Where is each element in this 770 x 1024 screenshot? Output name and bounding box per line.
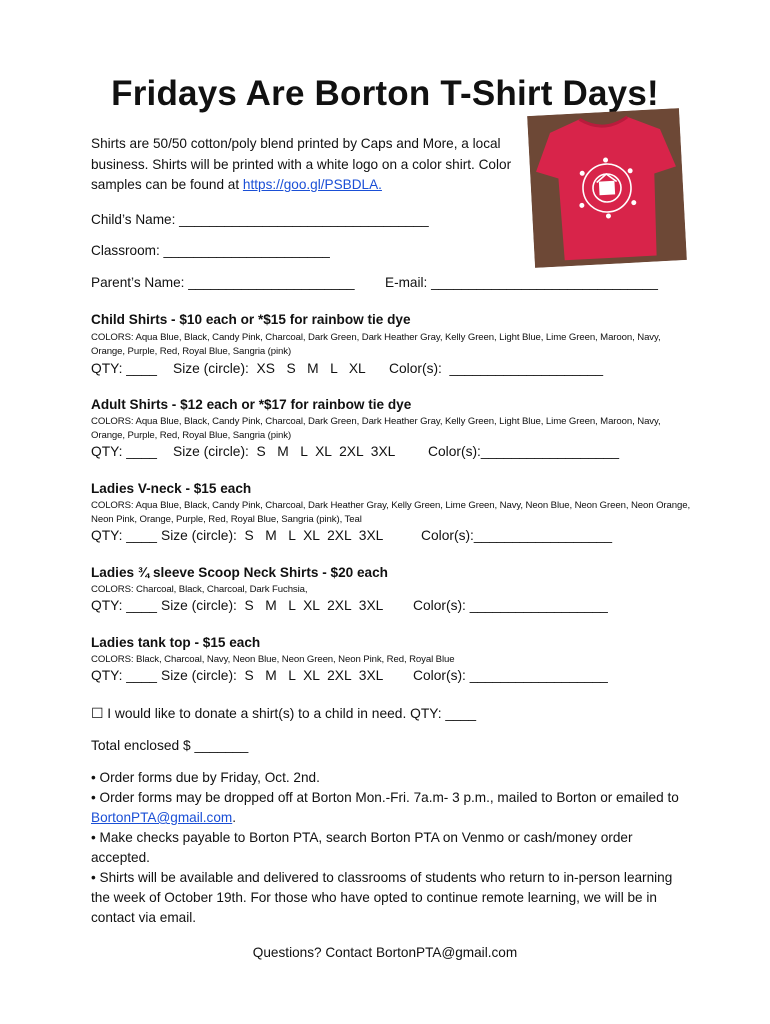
section-title: Ladies ¾ sleeve Scoop Neck Shirts - $20 each xyxy=(91,565,388,580)
size-options[interactable]: Size (circle): S M L XL 2XL 3XL xyxy=(161,528,384,543)
qty-field[interactable]: QTY: ____ xyxy=(91,361,157,376)
section-order-line xyxy=(91,668,608,683)
qty-field[interactable]: QTY: ____ xyxy=(91,598,157,613)
qty-field[interactable]: QTY: ____ xyxy=(91,528,157,543)
note-dropoff xyxy=(91,788,691,828)
note-due-date: • Order forms due by Friday, Oct. 2nd. xyxy=(91,770,320,785)
tshirt-photo xyxy=(527,108,687,268)
page-title: Fridays Are Borton T-Shirt Days! xyxy=(111,74,659,113)
color-field[interactable]: Color(s): ____________________ xyxy=(389,361,604,376)
section-title: Ladies V-neck - $15 each xyxy=(91,481,252,496)
size-options[interactable]: Size (circle): S M L XL 2XL 3XL xyxy=(161,598,384,613)
section-colors: COLORS: Aqua Blue, Black, Candy Pink, Charcoal, Dark Green, Dark Heather Gray, Kelly Green, Light Blue, Lime Green, Maroon, Navy, Orange, Purple, Red, Royal Blue, Sangria (pink) xyxy=(91,416,661,441)
color-samples-link[interactable]: https://goo.gl/PSBDLA. xyxy=(242,177,382,192)
section-order-line xyxy=(91,361,604,376)
order-notes xyxy=(91,768,691,928)
donate-checkbox[interactable]: ☐ I would like to donate a shirt(s) to a child in need. QTY: ____ xyxy=(91,706,477,721)
section-order-line xyxy=(91,528,613,543)
color-field[interactable]: Color(s):__________________ xyxy=(428,444,620,459)
intro-paragraph xyxy=(91,134,521,196)
color-field[interactable]: Color(s):__________________ xyxy=(421,528,613,543)
email-link[interactable]: BortonPTA@gmail.com xyxy=(91,810,233,825)
section-order-line xyxy=(91,598,608,613)
section-colors: COLORS: Charcoal, Black, Charcoal, Dark Fuchsia, xyxy=(91,584,308,595)
size-options[interactable]: Size (circle): S M L XL 2XL 3XL xyxy=(173,444,396,459)
section-colors: COLORS: Aqua Blue, Black, Candy Pink, Charcoal, Dark Green, Dark Heather Gray, Kelly Green, Light Blue, Lime Green, Maroon, Navy, Orange, Purple, Red, Royal Blue, Sangria (pink) xyxy=(91,332,661,357)
parent-name-field[interactable]: Parent’s Name: ______________________ xyxy=(91,275,355,290)
note-dropoff-end: . xyxy=(232,810,237,825)
color-field[interactable]: Color(s): __________________ xyxy=(413,668,608,683)
section-colors: COLORS: Aqua Blue, Black, Candy Pink, Charcoal, Dark Heather Gray, Kelly Green, Lime Green, Navy, Neon Blue, Neon Green, Neon Orange, Neon Pink, Orange, Purple, Red, Royal Blue, Sangria (pink), Teal xyxy=(91,500,691,525)
note-delivery: • Shirts will be available and delivered to classrooms of students who return to in-person learning the week of October 19th. For those who have opted to continue remote learning, we will be in contact via email. xyxy=(91,870,673,925)
contact-footer: Questions? Contact BortonPTA@gmail.com xyxy=(252,945,518,960)
classroom-field[interactable]: Classroom: ______________________ xyxy=(91,243,330,258)
color-field[interactable]: Color(s): __________________ xyxy=(413,598,608,613)
section-title: Adult Shirts - $12 each or *$17 for rainbow tie dye xyxy=(91,397,412,412)
qty-field[interactable]: QTY: ____ xyxy=(91,668,157,683)
qty-field[interactable]: QTY: ____ xyxy=(91,444,157,459)
email-field[interactable]: E-mail: ______________________________ xyxy=(385,275,658,290)
note-dropoff-text: • Order forms may be dropped off at Borton Mon.-Fri. 7a.m- 3 p.m., mailed to Borton or emailed to xyxy=(91,790,679,805)
size-options[interactable]: Size (circle): XS S M L XL xyxy=(173,361,366,376)
size-options[interactable]: Size (circle): S M L XL 2XL 3XL xyxy=(161,668,384,683)
note-payment: • Make checks payable to Borton PTA, search Borton PTA on Venmo or cash/money order accepted. xyxy=(91,830,633,865)
section-colors: COLORS: Black, Charcoal, Navy, Neon Blue, Neon Green, Neon Pink, Red, Royal Blue xyxy=(91,654,455,665)
section-title: Child Shirts - $10 each or *$15 for rainbow tie dye xyxy=(91,312,411,327)
intro-text: Shirts are 50/50 cotton/poly blend printed by Caps and More, a local business. Shirts will be printed with a white logo on a color shirt. Color samples can be found at xyxy=(91,136,512,192)
total-enclosed-field[interactable]: Total enclosed $ _______ xyxy=(91,738,249,753)
child-name-field[interactable]: Child’s Name: _________________________________ xyxy=(91,212,429,227)
section-order-line xyxy=(91,444,620,459)
section-title: Ladies tank top - $15 each xyxy=(91,635,261,650)
